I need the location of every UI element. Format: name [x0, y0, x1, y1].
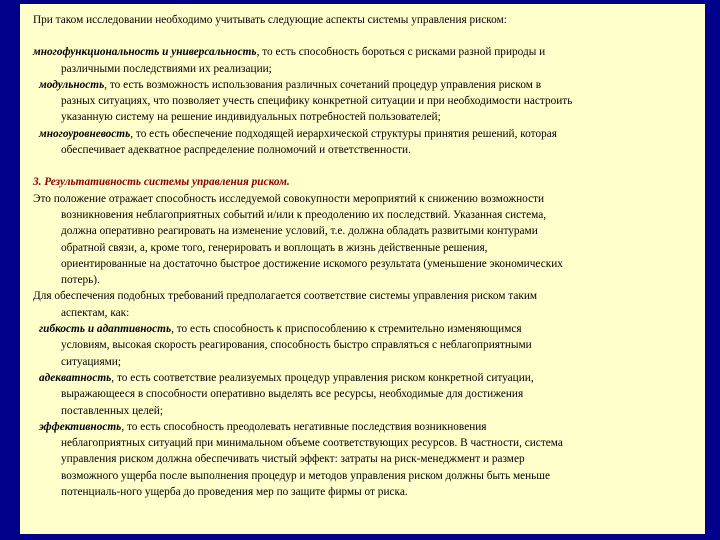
- aspect-text: , то есть способность к приспособлению к стремительно изменяющимся: [171, 323, 522, 336]
- aspect-term: адекватность: [39, 371, 112, 384]
- aspect-text-continued: условиям, высокая скорость реагирования, способность быстро справляться с неблагоприятными: [61, 339, 532, 352]
- paragraph-line: Для обеспечения подобных требований предполагается соответствие системы управления риском таким: [33, 290, 538, 303]
- paragraph-line: ориентированные на достаточно быстрое достижение искомого результата (уменьшение экономических: [61, 257, 563, 270]
- aspect-term: многофункциональность и универсальность: [33, 46, 257, 59]
- paragraph-line: обратной связи, а, кроме того, генерировать и воплощать в жизнь действенные решения,: [61, 241, 488, 254]
- intro-text: При таком исследовании необходимо учитывать следующие аспекты системы управления риском:: [33, 14, 507, 26]
- aspect-text: , то есть обеспечение подходящей иерархической структуры принятия решений, которая: [130, 127, 557, 140]
- spacer: [33, 158, 695, 174]
- aspect-text-continued: поставленных целей;: [61, 404, 163, 417]
- aspect-text-continued: возможного ущерба после выполнения процедур и методов управления риском должны быть меньше: [61, 469, 551, 482]
- aspect-text: , то есть возможность использования различных сочетаний процедур управления риском в: [104, 78, 542, 91]
- paragraph-line: аспектам, как:: [61, 306, 130, 319]
- aspect-term: модульность: [39, 78, 105, 91]
- aspect-adequacy: [33, 370, 695, 386]
- section-heading: 3. Результативность системы управления риском.: [33, 176, 290, 189]
- spacer: [33, 28, 695, 44]
- paragraph-line: должна оперативно реагировать на изменение условий, т.е. должна обладать развитыми контурами: [61, 225, 538, 238]
- aspect-text-continued: управления риском должна обеспечивать чистый эффект: затраты на риск-менеджмент и размер: [61, 453, 525, 466]
- aspect-text-continued: выражающееся в способности оперативно выделять все ресурсы, необходимые для достижения: [61, 388, 524, 401]
- aspect-multilevel: [33, 126, 695, 142]
- aspect-text-continued: разных ситуациях, что позволяет учесть специфику конкретной ситуации и при необходимости настроить: [61, 95, 573, 108]
- aspect-flexibility: [33, 321, 695, 337]
- aspect-efficiency: [33, 419, 695, 435]
- aspect-text: , то есть способность бороться с рисками разной природы и: [256, 46, 546, 59]
- aspect-term: гибкость и адаптивность: [39, 323, 172, 336]
- aspect-text-continued: неблагоприятных ситуаций при минимальном объеме соответствующих ресурсов. В частности, система: [61, 437, 563, 450]
- aspect-text: , то есть способность преодолевать негативные последствия возникновения: [121, 420, 487, 433]
- aspect-text-continued: обеспечивает адекватное распределение полномочий и ответственности.: [61, 144, 411, 157]
- aspect-text-continued: потенциаль-ного ущерба до проведения мер по защите фирмы от риска.: [61, 486, 408, 499]
- paragraph-line: возникновения неблагоприятных событий и/или к преодолению их последствий. Указанная система,: [61, 208, 547, 221]
- aspect-multifunctionality: [33, 44, 695, 60]
- slide-text-panel: [20, 4, 705, 534]
- aspect-text-continued: различными последствиями их реализации;: [61, 62, 272, 75]
- aspect-term: многоуровневость: [39, 127, 131, 140]
- aspect-text-continued: ситуациями;: [61, 355, 121, 368]
- aspect-modularity: [33, 77, 695, 93]
- aspect-text: , то есть соответствие реализуемых процедур управления риском конкретной ситуации,: [111, 371, 534, 384]
- aspect-term: эффективность: [39, 420, 122, 433]
- aspect-text-continued: указанную систему на решение индивидуальных потребностей пользователей;: [61, 111, 441, 124]
- paragraph-line: Это положение отражает способность исследуемой совокупности мероприятий к снижению возможности: [33, 192, 545, 205]
- paragraph-line: потерь).: [61, 274, 100, 287]
